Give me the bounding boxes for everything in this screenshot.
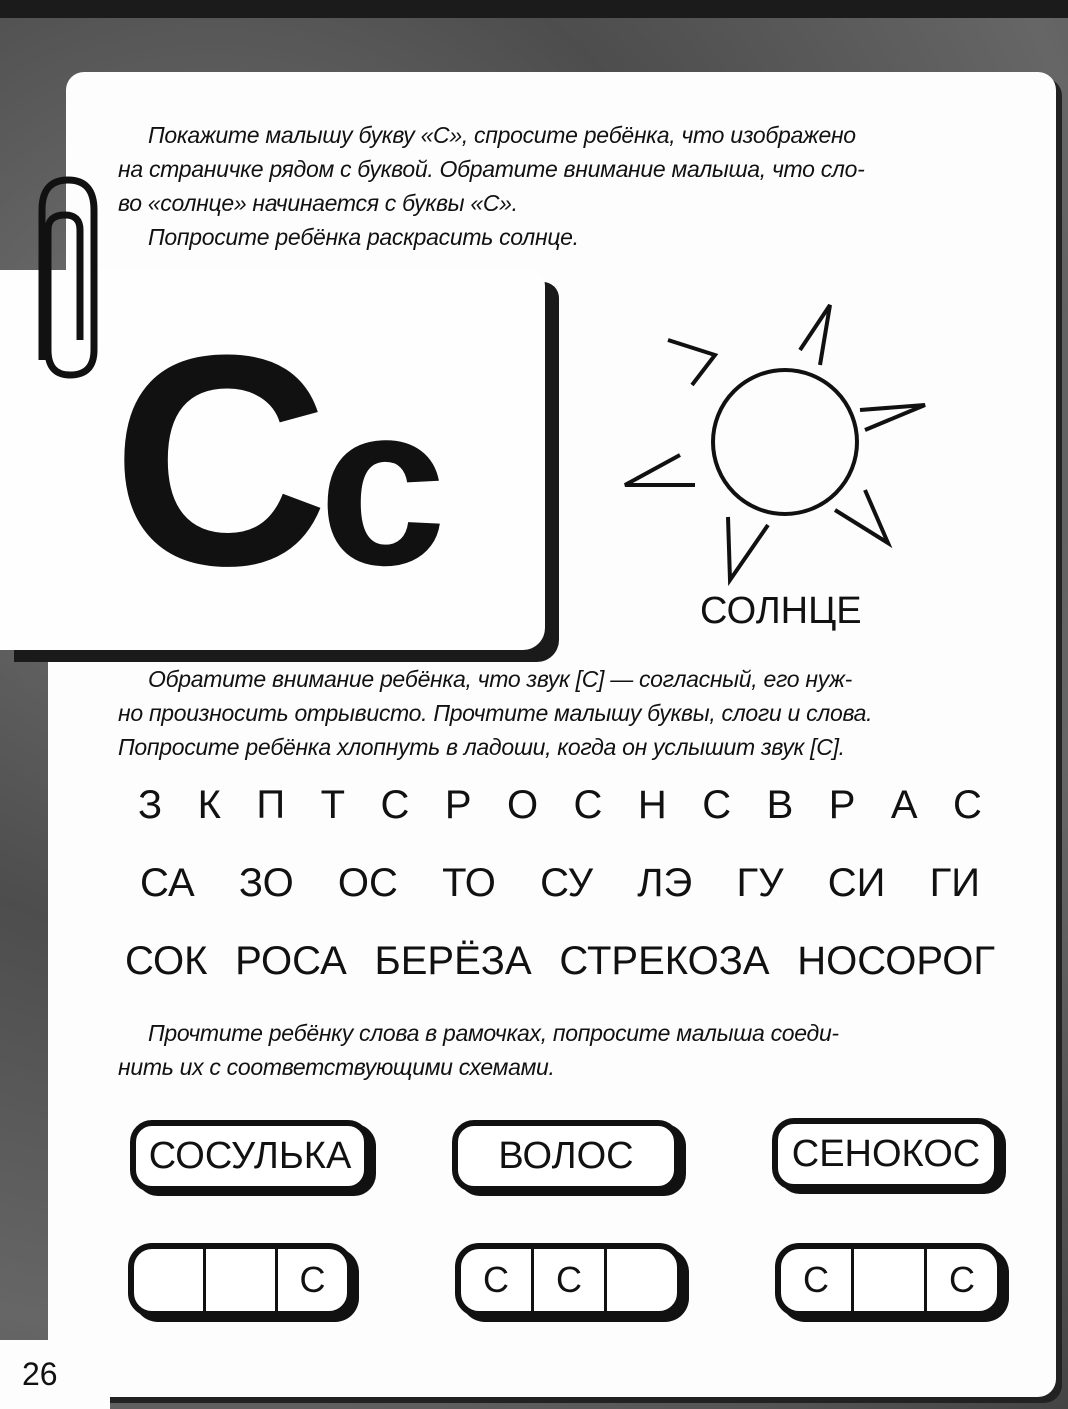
- letter-item: А: [890, 782, 918, 827]
- words-row: [120, 936, 1000, 986]
- intro-line-2: на страничке рядом с буквой. Обратите внимание малыша, что сло-: [118, 156, 865, 182]
- scheme-cell: С: [781, 1249, 854, 1311]
- sound-scheme-3[interactable]: [775, 1243, 1003, 1317]
- sound-line-2: но произносить отрывисто. Прочтите малышу буквы, слоги и слова.: [118, 700, 873, 726]
- word-box-senokos[interactable]: СЕНОКОС: [772, 1118, 1000, 1190]
- word-item: РОСА: [235, 938, 347, 983]
- match-line-1: Прочтите ребёнку слова в рамочках, попросите малыша соеди-: [148, 1020, 839, 1046]
- sound-scheme-1[interactable]: [128, 1243, 353, 1317]
- letter-item: С: [702, 782, 732, 827]
- syllable-item: СА: [140, 860, 195, 905]
- syllable-item: ОС: [337, 860, 398, 905]
- match-instructions: [118, 1016, 1018, 1084]
- sound-instructions: [118, 662, 1018, 764]
- sun-word: СОЛНЦЕ: [700, 590, 862, 632]
- letter-item: С: [953, 782, 982, 827]
- intro-line-1: Покажите малышу букву «С», спросите ребёнка, что изображено: [148, 122, 856, 148]
- page-paper-edge: [48, 640, 88, 1380]
- letters-row: [120, 780, 1000, 830]
- syllable-item: СИ: [827, 860, 886, 905]
- word-item: НОСОРОГ: [797, 938, 995, 983]
- scheme-cell: [854, 1249, 927, 1311]
- sound-scheme-2[interactable]: [455, 1243, 683, 1317]
- top-bar: [0, 0, 1068, 18]
- letter-item: К: [197, 782, 221, 827]
- scheme-cell: С: [534, 1249, 607, 1311]
- syllable-item: ЗО: [238, 860, 294, 905]
- scheme-cell: [206, 1249, 278, 1311]
- letter-lower: с: [318, 356, 437, 613]
- letter-item: О: [506, 782, 539, 827]
- big-letters: [112, 292, 532, 628]
- letter-item: Т: [320, 782, 346, 827]
- syllables-row: [120, 858, 1000, 908]
- word-item: СОК: [125, 938, 208, 983]
- letter-item: Р: [444, 782, 472, 827]
- intro-line-3: во «солнце» начинается с буквы «С».: [118, 190, 518, 216]
- syllable-item: ГУ: [736, 860, 784, 905]
- match-line-2: нить их с соответствующими схемами.: [118, 1054, 555, 1080]
- letter-item: П: [256, 782, 286, 827]
- scheme-cell: [607, 1249, 677, 1311]
- scheme-cell: С: [949, 1259, 975, 1300]
- sun-icon: [620, 295, 940, 595]
- word-box-volos[interactable]: ВОЛОС: [452, 1120, 680, 1192]
- word-box-sosulka[interactable]: СОСУЛЬКА: [130, 1120, 370, 1192]
- sound-line-3: Попросите ребёнка хлопнуть в ладоши, когда он услышит звук [С].: [118, 734, 845, 760]
- word-item: БЕРЁЗА: [374, 938, 532, 983]
- intro-line-4: Попросите ребёнка раскрасить солнце.: [148, 224, 579, 250]
- letter-item: С: [573, 782, 603, 827]
- letter-item: С: [380, 782, 410, 827]
- letter-item: В: [766, 782, 794, 827]
- syllable-item: СУ: [540, 860, 594, 905]
- scheme-cell: [134, 1249, 206, 1311]
- word-item: СТРЕКОЗА: [559, 938, 770, 983]
- page-number: 26: [0, 1340, 110, 1409]
- letter-item: З: [138, 782, 163, 827]
- scheme-cell: С: [299, 1259, 326, 1300]
- syllable-item: ЛЭ: [637, 860, 693, 905]
- syllable-item: ГИ: [929, 860, 980, 905]
- letter-item: Н: [637, 782, 667, 827]
- letter-item: Р: [828, 782, 856, 827]
- syllable-item: ТО: [442, 860, 496, 905]
- letter-upper: С: [112, 292, 319, 628]
- sound-line-1: Обратите внимание ребёнка, что звук [С] — согласный, его нуж-: [148, 666, 853, 692]
- paperclip-icon: [20, 160, 110, 390]
- intro-text: [118, 118, 1018, 254]
- scheme-cell: С: [461, 1249, 534, 1311]
